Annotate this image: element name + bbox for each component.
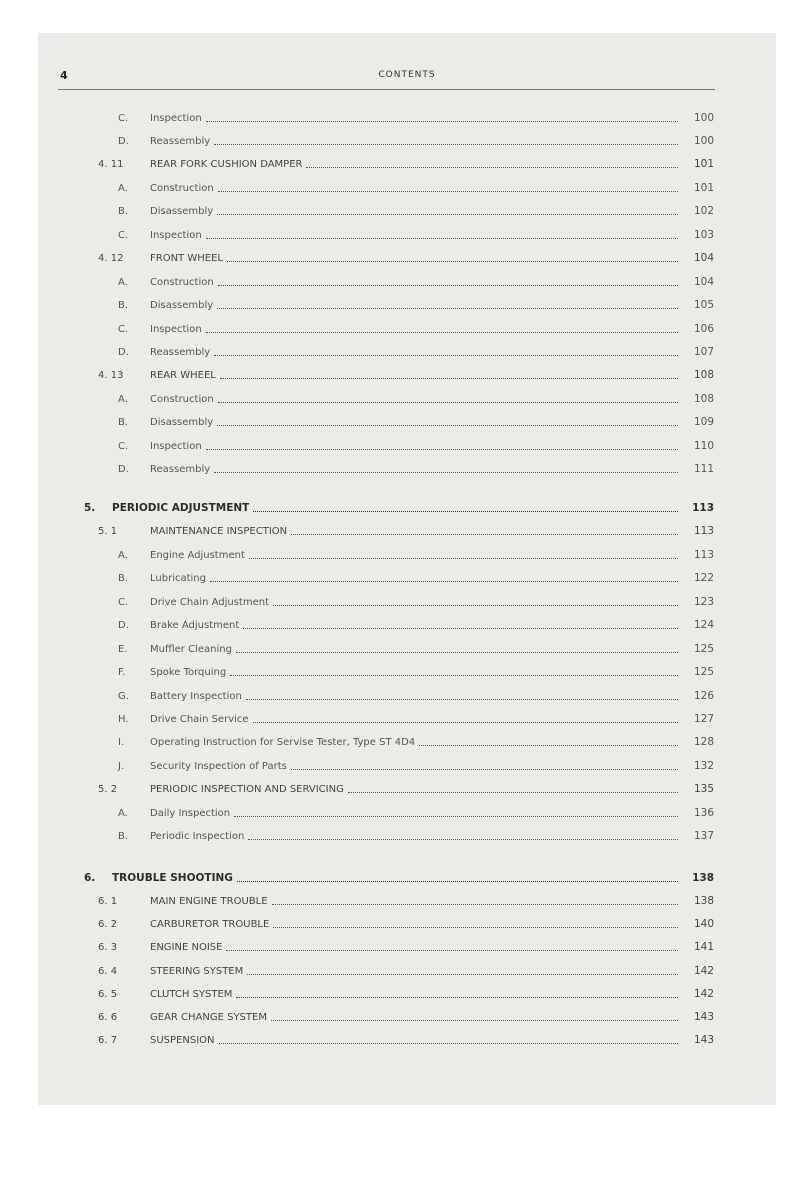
- dot-leader: [253, 721, 678, 723]
- toc-entry-page: 135: [693, 783, 714, 795]
- toc-entry-number: A.: [118, 277, 128, 288]
- toc-entry-title: Inspection: [150, 324, 202, 335]
- dot-leader: [210, 580, 678, 582]
- toc-entry-page: 100: [693, 112, 714, 124]
- toc-entry-number: H.: [118, 714, 129, 725]
- toc-entry: [98, 518, 714, 538]
- toc-entry-number: B.: [118, 831, 129, 842]
- toc-entry-page: 142: [693, 965, 714, 977]
- toc-entry: [118, 542, 714, 562]
- dot-leader: [271, 1019, 678, 1021]
- toc-entry-title: Engine Adjustment: [150, 550, 245, 561]
- toc-entry-title: Construction: [150, 394, 214, 405]
- toc-entry-title: Drive Chain Service: [150, 714, 249, 725]
- toc-entry-number: D.: [118, 347, 129, 358]
- dot-leader: [236, 651, 678, 653]
- toc-entry: [118, 128, 714, 148]
- toc-entry-page: 140: [693, 918, 714, 930]
- toc-entry-page: 100: [693, 135, 714, 147]
- toc-entry: [98, 888, 714, 908]
- toc-entry-title: MAIN ENGINE TROUBLE: [150, 896, 268, 907]
- toc-entry-title: Lubricating: [150, 573, 206, 584]
- toc-entry-title: Inspection: [150, 230, 202, 241]
- toc-entry: [98, 776, 714, 796]
- dot-leader: [249, 557, 678, 559]
- dot-leader: [236, 996, 678, 998]
- toc-entry-number: C.: [118, 230, 129, 241]
- toc-entry-page: 125: [693, 666, 714, 678]
- dot-leader: [348, 791, 678, 793]
- toc-entry-number: C.: [118, 597, 129, 608]
- toc-entry-title: SUSPENSION: [150, 1035, 215, 1046]
- toc-entry-number: 6.: [84, 872, 96, 884]
- toc-entry-number: 4. 12: [98, 253, 124, 264]
- toc-entry: [118, 105, 714, 125]
- toc-entry-page: 109: [693, 416, 714, 428]
- toc-entry-title: Drive Chain Adjustment: [150, 597, 269, 608]
- toc-entry-title: Spoke Torquing: [150, 667, 227, 678]
- toc-entry-number: C.: [118, 113, 129, 124]
- toc-entry-title: Operating Instruction for Servise Tester, Type ST 4D4: [150, 737, 416, 748]
- toc-entry-title: Disassembly: [150, 206, 214, 217]
- dot-leader: [272, 903, 678, 905]
- toc-entry-title: STEERING SYSTEM: [150, 966, 244, 977]
- dot-leader: [217, 424, 678, 426]
- toc-entry-number: 6. 1: [98, 896, 118, 907]
- toc-entry: [118, 339, 714, 359]
- toc-entry: [118, 706, 714, 726]
- document-page: [38, 33, 776, 1105]
- toc-entry-number: D.: [118, 464, 129, 475]
- toc-entry-title: Reassembly: [150, 464, 211, 475]
- toc-entry-number: 5.: [84, 502, 96, 514]
- toc-entry: [98, 151, 714, 171]
- toc-entry-number: 6. 4: [98, 966, 118, 977]
- toc-entry-number: I.: [118, 737, 125, 748]
- toc-entry-title: Daily Inspection: [150, 808, 231, 819]
- toc-entry: [118, 612, 714, 632]
- toc-entry: [98, 1004, 714, 1024]
- dot-leader: [419, 744, 678, 746]
- dot-leader: [234, 815, 678, 817]
- toc-entry-title: Inspection: [150, 113, 202, 124]
- dot-leader: [247, 973, 678, 975]
- toc-entry-number: A.: [118, 183, 128, 194]
- toc-entry-page: 108: [693, 369, 714, 381]
- toc-entry-number: 6. 7: [98, 1035, 118, 1046]
- dot-leader: [218, 284, 678, 286]
- dot-leader: [206, 120, 678, 122]
- toc-entry-page: 113: [693, 525, 714, 537]
- toc-entry-page: 108: [693, 393, 714, 405]
- dot-leader: [214, 354, 678, 356]
- toc-entry-page: 101: [693, 182, 714, 194]
- toc-entry: [118, 175, 714, 195]
- toc-entry-page: 111: [693, 463, 714, 475]
- toc-entry-title: REAR FORK CUSHION DAMPER: [150, 159, 303, 170]
- dot-leader: [291, 533, 678, 535]
- toc-entry: [118, 659, 714, 679]
- toc-entry-page: 143: [693, 1011, 714, 1023]
- toc-entry-page: 107: [693, 346, 714, 358]
- dot-leader: [214, 471, 678, 473]
- toc-entry-title: PERIODIC ADJUSTMENT: [112, 502, 250, 514]
- toc-entry-number: A.: [118, 808, 128, 819]
- toc-entry-number: B.: [118, 300, 129, 311]
- toc-entry-page: 102: [693, 205, 714, 217]
- toc-entry-title: REAR WHEEL: [150, 370, 216, 381]
- toc-entry-number: 5. 2: [98, 784, 118, 795]
- toc-entry-title: TROUBLE SHOOTING: [112, 872, 233, 884]
- dot-leader: [226, 949, 678, 951]
- toc-entry-page: 105: [693, 299, 714, 311]
- toc-entry-number: J.: [118, 761, 125, 772]
- toc-entry: [98, 911, 714, 931]
- dot-leader: [253, 510, 678, 512]
- toc-entry-number: 6. 2: [98, 919, 118, 930]
- toc-entry-number: B.: [118, 206, 129, 217]
- toc-entry: [98, 934, 714, 954]
- toc-entry: [98, 1027, 714, 1047]
- toc-entry-title: Inspection: [150, 441, 202, 452]
- toc-entry-number: A.: [118, 394, 128, 405]
- toc-entry: [98, 362, 714, 382]
- toc-entry-title: Construction: [150, 183, 214, 194]
- toc-entry-title: GEAR CHANGE SYSTEM: [150, 1012, 267, 1023]
- toc-entry-number: D.: [118, 136, 129, 147]
- toc-entry-number: 4. 13: [98, 370, 124, 381]
- toc-entry-number: E.: [118, 644, 128, 655]
- toc-entry: [118, 198, 714, 218]
- toc-entry-page: 103: [693, 229, 714, 241]
- toc-entry: [118, 269, 714, 289]
- toc-entry: [118, 433, 714, 453]
- toc-entry-page: 110: [693, 440, 714, 452]
- toc-entry: [98, 981, 714, 1001]
- toc-entry: [118, 823, 714, 843]
- toc-entry-page: 136: [693, 807, 714, 819]
- toc-entry-title: Periodic Inspection: [150, 831, 245, 842]
- toc-entry-page: 124: [693, 619, 714, 631]
- toc-entry-page: 123: [693, 596, 714, 608]
- toc-entry: [118, 800, 714, 820]
- page-number: 4: [60, 69, 68, 82]
- dot-leader: [243, 627, 678, 629]
- dot-leader: [248, 838, 678, 840]
- dot-leader: [206, 448, 678, 450]
- page-title: CONTENTS: [378, 70, 436, 80]
- dot-leader: [306, 166, 678, 168]
- toc-entry-number: D.: [118, 620, 129, 631]
- toc-entry-page: 106: [693, 323, 714, 335]
- toc-entry-page: 132: [693, 760, 714, 772]
- toc-entry-page: 138: [693, 895, 714, 907]
- toc-entry: [118, 409, 714, 429]
- dot-leader: [273, 604, 678, 606]
- header-rule: [58, 89, 715, 90]
- toc-entry-title: MAINTENANCE INSPECTION: [150, 526, 288, 537]
- toc-entry-page: 113: [693, 549, 714, 561]
- toc-entry-title: Muffler Cleaning: [150, 644, 232, 655]
- toc-entry-number: C.: [118, 441, 129, 452]
- toc-entry-number: A.: [118, 550, 128, 561]
- toc-entry-number: 4. 11: [98, 159, 124, 170]
- toc-entry-number: G.: [118, 691, 129, 702]
- page-header: [38, 69, 776, 89]
- toc-entry-page: 138: [692, 872, 714, 884]
- toc-entry-number: B.: [118, 573, 129, 584]
- toc-entry: [118, 729, 714, 749]
- dot-leader: [246, 698, 678, 700]
- toc-entry-title: CLUTCH SYSTEM: [150, 989, 233, 1000]
- toc-entry-title: CARBURETOR TROUBLE: [150, 919, 270, 930]
- toc-entry-number: 6. 3: [98, 942, 118, 953]
- dot-leader: [218, 401, 678, 403]
- toc-entry: [118, 386, 714, 406]
- dot-leader: [217, 307, 678, 309]
- dot-leader: [206, 331, 678, 333]
- toc-entry-title: Disassembly: [150, 417, 214, 428]
- toc-entry: [118, 636, 714, 656]
- toc-entry-title: Battery Inspection: [150, 691, 242, 702]
- toc-entry-page: 104: [693, 252, 714, 264]
- toc-entry-title: Brake Adjustment: [150, 620, 240, 631]
- toc-entry-page: 143: [693, 1034, 714, 1046]
- toc-entry: [84, 495, 714, 515]
- dot-leader: [219, 1042, 679, 1044]
- toc-entry: [98, 245, 714, 265]
- toc-entry-page: 137: [693, 830, 714, 842]
- dot-leader: [237, 880, 678, 882]
- toc-entry: [118, 456, 714, 476]
- dot-leader: [291, 768, 678, 770]
- toc-entry-page: 128: [693, 736, 714, 748]
- toc-entry: [118, 292, 714, 312]
- toc-entry-page: 141: [693, 941, 714, 953]
- toc-entry-title: Disassembly: [150, 300, 214, 311]
- dot-leader: [273, 926, 678, 928]
- toc-entry-page: 142: [693, 988, 714, 1000]
- dot-leader: [218, 190, 678, 192]
- dot-leader: [230, 674, 678, 676]
- toc-entry-number: 6. 6: [98, 1012, 118, 1023]
- dot-leader: [227, 260, 678, 262]
- toc-entry: [118, 565, 714, 585]
- toc-entry-page: 104: [693, 276, 714, 288]
- toc-entry-number: F.: [118, 667, 126, 678]
- toc-entry-number: 5. 1: [98, 526, 118, 537]
- toc-entry: [84, 865, 714, 885]
- dot-leader: [220, 377, 678, 379]
- toc-entry-page: 127: [693, 713, 714, 725]
- dot-leader: [206, 237, 678, 239]
- toc-entry: [98, 958, 714, 978]
- toc-entry-title: ENGINE NOISE: [150, 942, 223, 953]
- toc-entry-page: 126: [693, 690, 714, 702]
- dot-leader: [214, 143, 678, 145]
- toc-entry-title: Security Inspection of Parts: [150, 761, 287, 772]
- toc-entry-number: 6. 5: [98, 989, 118, 1000]
- toc-entry-number: C.: [118, 324, 129, 335]
- dot-leader: [217, 213, 678, 215]
- toc-entry: [118, 753, 714, 773]
- toc-entry-page: 125: [693, 643, 714, 655]
- toc-entry-number: B.: [118, 417, 129, 428]
- toc-entry-page: 122: [693, 572, 714, 584]
- toc-entry-page: 101: [693, 158, 714, 170]
- toc-entry-title: Construction: [150, 277, 214, 288]
- toc-entry-title: FRONT WHEEL: [150, 253, 223, 264]
- toc-entry: [118, 589, 714, 609]
- toc-entry: [118, 222, 714, 242]
- toc-entry-page: 113: [692, 502, 714, 514]
- toc-entry-title: Reassembly: [150, 136, 211, 147]
- toc-entry-title: PERIODIC INSPECTION AND SERVICING: [150, 784, 344, 795]
- toc-entry-title: Reassembly: [150, 347, 211, 358]
- toc-entry: [118, 683, 714, 703]
- toc-entry: [118, 316, 714, 336]
